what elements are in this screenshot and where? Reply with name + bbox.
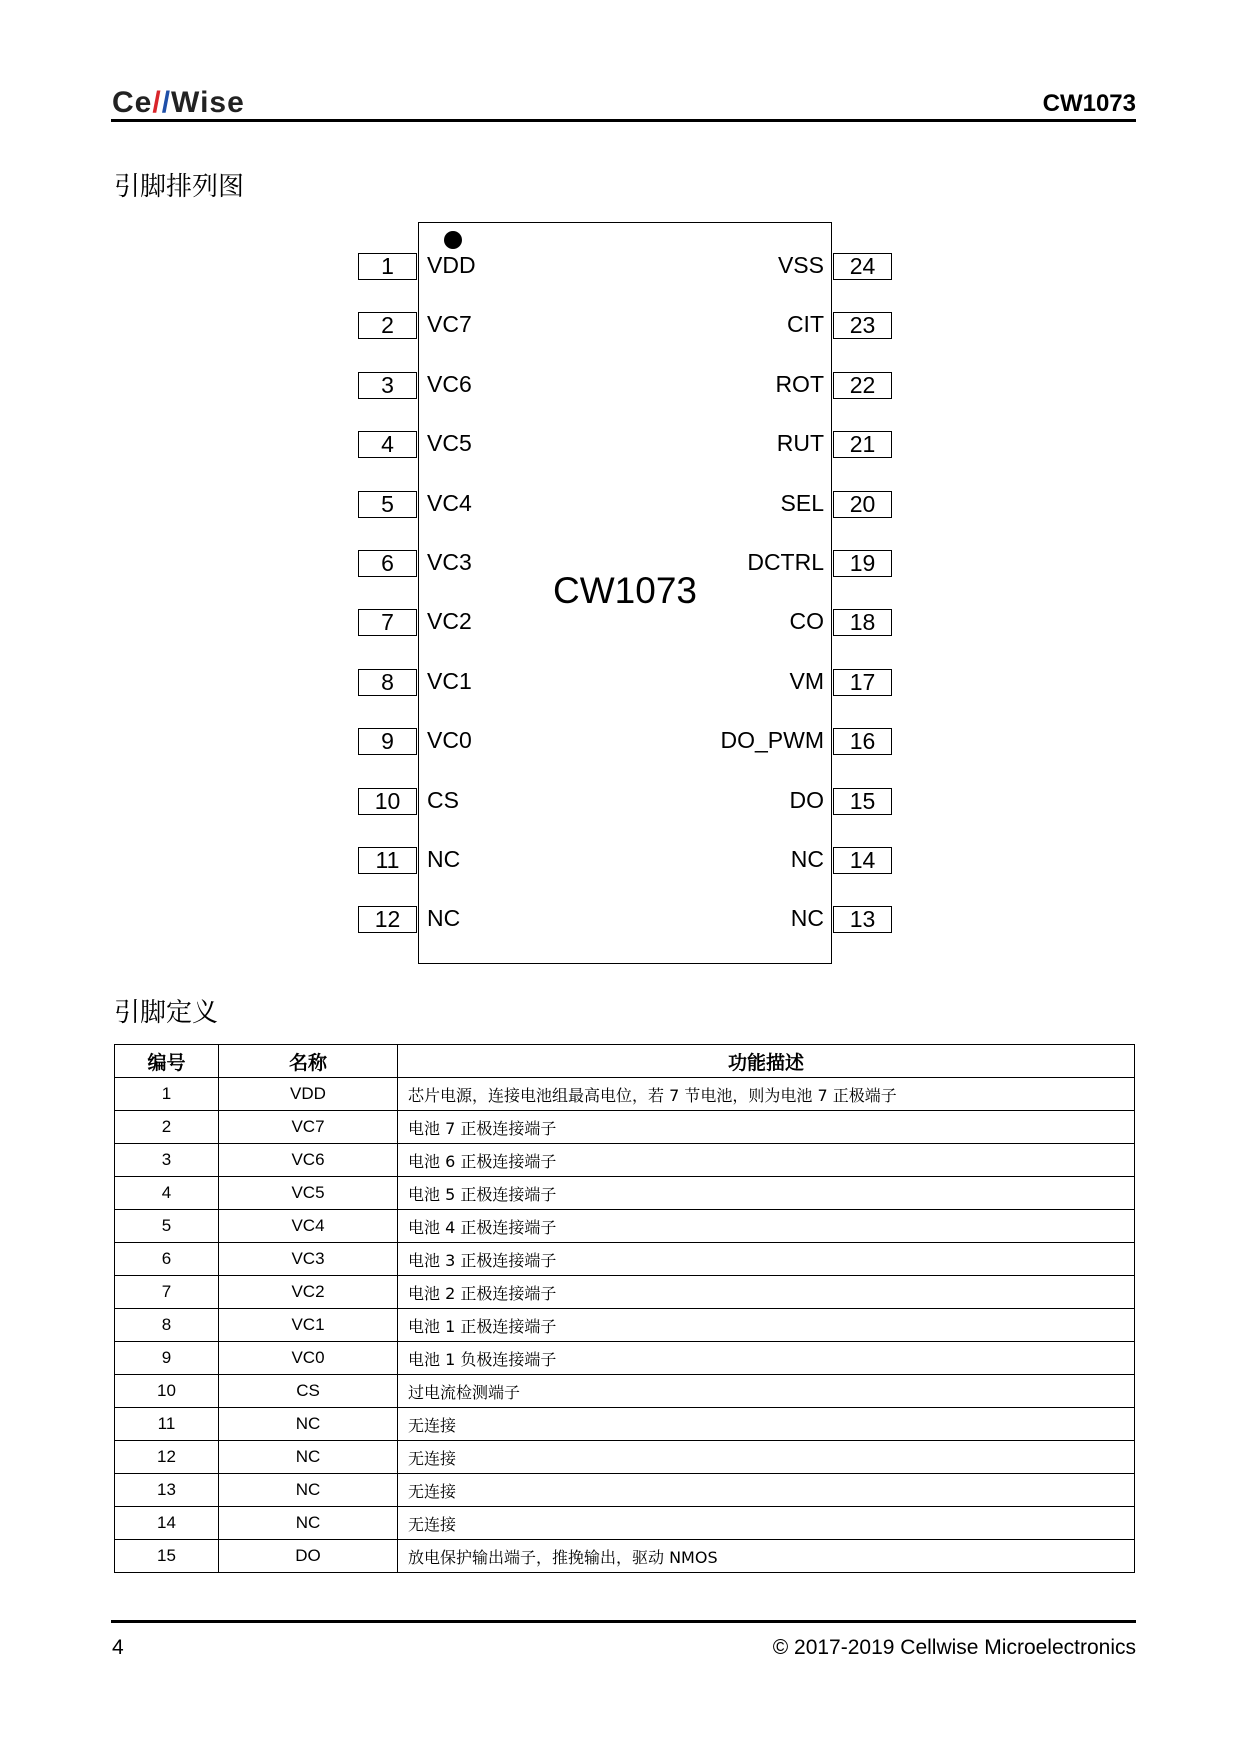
table-row [115,1375,1135,1408]
description-cell: 电池 1 正极连接端子 [398,1309,1135,1342]
pin-name: VSS [777,252,824,278]
chip-name: CW1073 [553,570,697,611]
pin-name-cell: VC7 [219,1111,398,1144]
cellwise-logo [112,86,245,120]
pin-name: VC6 [427,370,472,397]
table-row [115,1540,1135,1573]
pin-name-cell: NC [219,1441,398,1474]
table-row [115,1441,1135,1474]
pin-number: 8 [358,669,417,696]
pin-number-cell: 9 [115,1342,219,1375]
description-cell: 电池 2 正极连接端子 [398,1276,1135,1309]
pin1-marker-dot [444,231,462,249]
pin-number-cell: 2 [115,1111,219,1144]
description-cell: 电池 1 负极连接端子 [398,1342,1135,1375]
pin-name: DCTRL [747,549,824,575]
table-row [115,1342,1135,1375]
pinout-heading: 引脚排列图 [114,172,245,202]
table-row [115,1144,1135,1177]
pin-number: 6 [358,550,417,577]
pin-number: 21 [833,431,892,458]
copyright: © 2017-2019 Cellwise Microelectronics [772,1636,1136,1659]
description-cell: 无连接 [398,1408,1135,1441]
pin-name: DO_PWM [720,727,824,754]
pin-name-cell: VC4 [219,1210,398,1243]
pin-number: 18 [833,609,892,636]
pin-name-cell: VDD [219,1078,398,1111]
pin-number-cell: 14 [115,1507,219,1540]
pin-definition-table [114,1044,1135,1573]
pin-number-cell: 8 [115,1309,219,1342]
pin-name: RUT [776,430,824,457]
pin-name-cell: NC [219,1408,398,1441]
document-id: CW1073 [1042,90,1136,117]
pin-number: 2 [358,312,417,339]
pin-name-cell: NC [219,1507,398,1540]
pin-number: 7 [358,609,417,636]
pin-number: 5 [358,491,417,518]
description-cell: 无连接 [398,1474,1135,1507]
pin-number: 12 [358,906,417,933]
pin-name-cell: VC2 [219,1276,398,1309]
pin-number-cell: 5 [115,1210,219,1243]
pin-number-cell: 13 [115,1474,219,1507]
table-row [115,1111,1135,1144]
pin-number-cell: 6 [115,1243,219,1276]
description-cell: 过电流检测端子 [398,1375,1135,1408]
pin-number: 1 [358,253,417,280]
logo-slash-red: / [152,86,162,119]
pin-number: 19 [833,550,892,577]
pin-number: 22 [833,372,892,399]
pin-name: CO [789,608,824,635]
pin-name: VC4 [427,489,472,516]
header-description: 功能描述 [398,1045,1135,1078]
pin-number-cell: 12 [115,1441,219,1474]
description-cell: 电池 4 正极连接端子 [398,1210,1135,1243]
table-header-row [115,1045,1135,1078]
pin-number-cell: 11 [115,1408,219,1441]
pin-name: SEL [780,489,824,516]
header-divider [111,119,1136,122]
pin-number: 11 [358,847,417,874]
description-cell: 电池 5 正极连接端子 [398,1177,1135,1210]
pin-name-cell: VC6 [219,1144,398,1177]
pin-number: 4 [358,431,417,458]
pin-name-cell: VC0 [219,1342,398,1375]
pin-name: VC5 [427,430,472,457]
description-cell: 无连接 [398,1507,1135,1540]
logo-part: Wise [171,86,245,119]
logo-slash-blue: / [161,86,172,119]
pin-name-cell: CS [219,1375,398,1408]
pin-number-cell: 4 [115,1177,219,1210]
pin-number: 3 [358,372,417,399]
description-cell: 电池 7 正极连接端子 [398,1111,1135,1144]
header-name: 名称 [219,1045,398,1078]
description-cell: 放电保护输出端子，推挽输出，驱动 NMOS [398,1540,1135,1573]
pin-name: CIT [786,311,824,338]
pin-number-cell: 3 [115,1144,219,1177]
table-row [115,1474,1135,1507]
pin-name-cell: DO [219,1540,398,1573]
table-row [115,1243,1135,1276]
header-number: 编号 [115,1045,219,1078]
table-row [115,1408,1135,1441]
pin-name: VC1 [427,667,472,694]
pin-number: 14 [833,847,892,874]
pin-number: 15 [833,788,892,815]
table-row [115,1309,1135,1342]
description-cell: 电池 6 正极连接端子 [398,1144,1135,1177]
pin-number-cell: 1 [115,1078,219,1111]
description-cell: 无连接 [398,1441,1135,1474]
page-number: 4 [112,1636,124,1659]
pin-number: 23 [833,312,892,339]
description-cell: 电池 3 正极连接端子 [398,1243,1135,1276]
pin-name-cell: NC [219,1474,398,1507]
pin-name: NC [427,905,461,932]
pin-number-cell: 7 [115,1276,219,1309]
pin-number: 13 [833,906,892,933]
table-row [115,1078,1135,1111]
pin-definition-heading: 引脚定义 [114,998,219,1028]
pin-name: VC3 [427,549,472,575]
pin-number: 24 [833,253,892,280]
description-cell: 芯片电源，连接电池组最高电位，若 7 节电池，则为电池 7 正极端子 [398,1078,1135,1111]
pin-name: VC2 [427,608,472,635]
table-row [115,1210,1135,1243]
pin-name: ROT [775,370,824,397]
pin-name-cell: VC3 [219,1243,398,1276]
pin-name: VC7 [427,311,472,338]
table-row [115,1276,1135,1309]
pin-number: 16 [833,728,892,755]
pin-name: NC [790,846,824,872]
table-row [115,1177,1135,1210]
pin-name: VM [789,667,824,694]
pin-name-cell: VC5 [219,1177,398,1210]
logo-part: Ce [112,86,153,119]
pin-name: CS [427,786,459,813]
pin-name: VDD [427,252,476,278]
pin-name: VC0 [427,727,472,754]
pin-number-cell: 10 [115,1375,219,1408]
pin-name: DO [789,786,824,813]
pin-name: NC [427,846,461,872]
pin-name-cell: VC1 [219,1309,398,1342]
pin-number-cell: 15 [115,1540,219,1573]
pin-number: 20 [833,491,892,518]
pin-name: NC [790,905,824,932]
pin-number: 10 [358,788,417,815]
footer-divider [111,1620,1136,1623]
pin-number: 9 [358,728,417,755]
table-row [115,1507,1135,1540]
pin-number: 17 [833,669,892,696]
